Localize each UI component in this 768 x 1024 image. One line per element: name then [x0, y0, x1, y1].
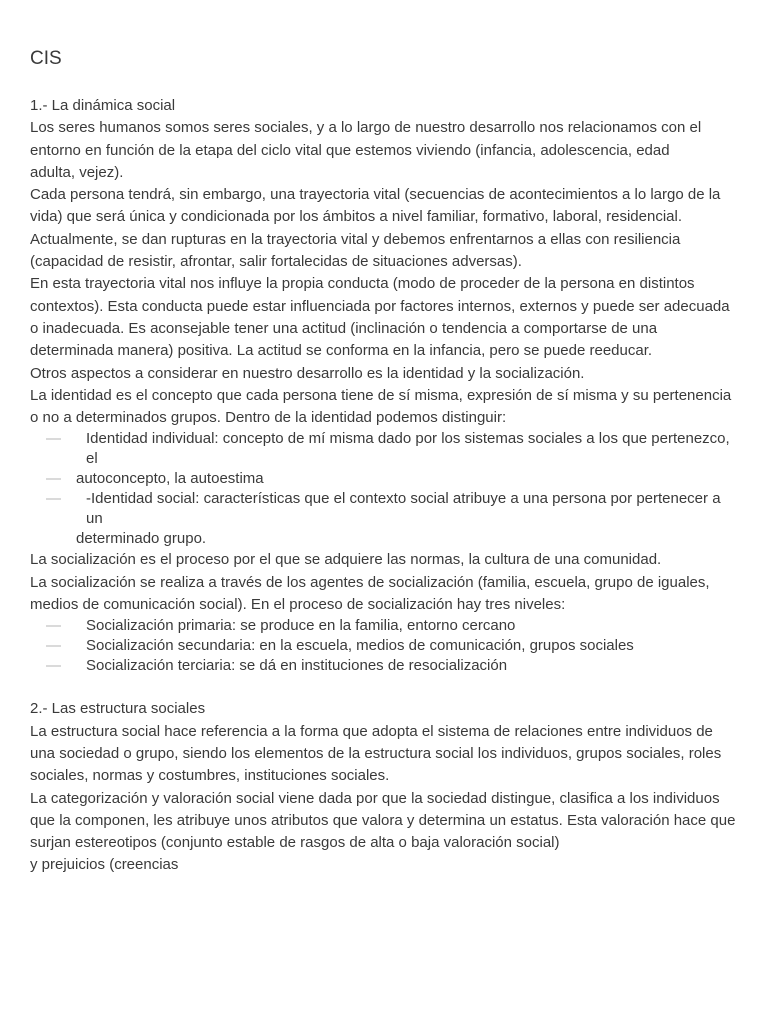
dash-bullet-icon: — [46, 637, 61, 655]
paragraph: Otros aspectos a considerar en nuestro desarrollo es la identidad y la socialización. [30, 364, 585, 382]
list-item [30, 636, 740, 656]
section-spacer [30, 676, 740, 698]
socialization-bullet-list [30, 616, 740, 676]
paragraph: adulta, vejez). [30, 163, 124, 181]
list-item [30, 616, 740, 636]
section-heading: 1.- La dinámica social [30, 97, 176, 114]
list-item [30, 469, 740, 489]
paragraph: y prejuicios (creencias [30, 856, 179, 874]
list-item-text: Socialización primaria: se produce en la familia, entorno cercano [86, 617, 516, 635]
paragraph: Cada persona tendrá, sin embargo, una trayectoria vital (secuencias de acontecimientos a lo largo de la vida) que será única y condicionada por los ámbitos a nivel familiar, formativo, laboral, residencial. [30, 186, 721, 226]
list-item-text: Identidad individual: concepto de mí misma dado por los sistemas sociales a los que pertenezco, el [86, 430, 730, 468]
list-item-text: Socialización terciaria: se dá en instituciones de resocialización [86, 657, 508, 675]
dash-bullet-icon: — [46, 430, 61, 448]
paragraph: Actualmente, se dan rupturas en la trayectoria vital y debemos enfrentarnos a ellas con resiliencia (capacidad de resistir, afrontar, salir fortalecidas de situaciones adversas). [30, 230, 681, 271]
list-item-text: Socialización secundaria: en la escuela, medios de comunicación, grupos sociales [86, 637, 634, 655]
paragraph: La socialización es el proceso por el que se adquiere las normas, la cultura de una comunidad. [30, 551, 662, 569]
list-item-text: -Identidad social: características que el contexto social atribuye a una persona por pertenecer a un [86, 490, 721, 528]
dash-bullet-icon: — [46, 617, 61, 635]
paragraph: La categorización y valoración social viene dada por que la sociedad distingue, clasifica a los individuos que la componen, les atribuye unos atributos que valora y determina un estatus. Esta valoración hace que surjan estereotipos (conjunto estable de rasgos de alta o baja valoración social) [30, 789, 736, 852]
list-item-text-continued: determinado grupo. [76, 530, 207, 548]
dash-bullet-icon: — [46, 470, 61, 488]
list-item-text: autoconcepto, la autoestima [76, 470, 264, 488]
section-heading: 2.- Las estructura sociales [30, 700, 206, 718]
paragraph: La socialización se realiza a través de los agentes de socialización (familia, escuela, grupo de iguales, medios de comunicación social). En el proceso de socialización hay tres niveles: [30, 573, 710, 614]
paragraph: La identidad es el concepto que cada persona tiene de sí misma, expresión de sí misma y su pertenencia o no a determinados grupos. Dentro de la identidad podemos distinguir: [30, 386, 732, 427]
paragraph: La estructura social hace referencia a la forma que adopta el sistema de relaciones entre individuos de una sociedad o grupo, siendo los elementos de la estructura social los individuos, grupos sociales, roles sociales, normas y costumbres, instituciones sociales. [30, 722, 722, 785]
list-item [30, 656, 740, 676]
section-estructura-social [30, 698, 740, 876]
list-item [30, 429, 740, 469]
document-title: CIS [30, 48, 62, 69]
section-dinamica-social [30, 95, 740, 676]
dash-bullet-icon: — [46, 657, 61, 675]
paragraph: En esta trayectoria vital nos influye la propia conducta (modo de proceder de la persona en distintos contextos). Esta conducta puede estar influenciada por factores internos, externos y puede ser adecuada o inadecuada. Es aconsejable tener una actitud (inclinación o tendencia a comportarse de una determinada manera) positiva. La actitud se conforma en la infancia, pero se puede reeducar. [30, 275, 730, 360]
identity-bullet-list [30, 429, 740, 549]
paragraph: Los seres humanos somos seres sociales, y a lo largo de nuestro desarrollo nos relacionamos con el entorno en función de la etapa del ciclo vital que estemos viviendo (infancia, adolescencia, edad [30, 119, 702, 159]
list-item [30, 489, 740, 549]
dash-bullet-icon: — [46, 490, 61, 508]
